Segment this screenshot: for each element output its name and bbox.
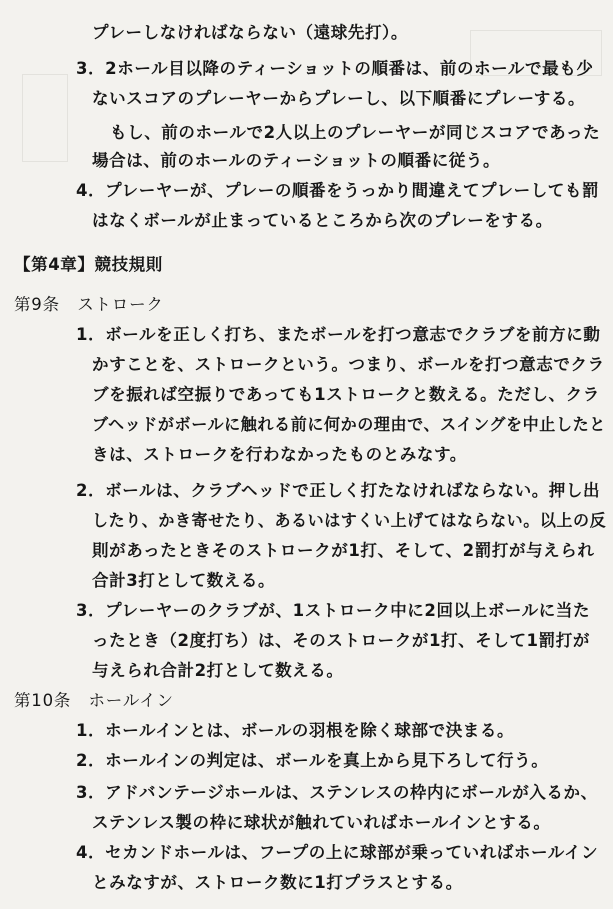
rule-item-1: 1．ホールインとは、ボールの羽根を除く球部で決まる。 <box>76 721 515 740</box>
text-line: きは、ストロークを行わなかったものとみなす。 <box>92 445 467 464</box>
text-line: 合計3打として数える。 <box>92 571 276 590</box>
text-line: 与えられ合計2打として数える。 <box>92 661 344 680</box>
text-line: ブを振れば空振りであっても1ストロークと数える。ただし、クラ <box>92 385 600 404</box>
text-line: もし、前のホールで2人以上のプレーヤーが同じスコアであった <box>110 123 601 142</box>
bleed-through-box <box>22 74 68 162</box>
text-line: はなくボールが止まっているところから次のプレーをする。 <box>92 211 553 230</box>
article-10-heading: 第10条 ホールイン <box>14 691 174 710</box>
text-line: プレーしなければならない（遠球先打）。 <box>92 23 408 42</box>
text-line: ステンレス製の枠に球状が触れていればホールインとする。 <box>92 813 551 832</box>
text-line: かすことを、ストロークという。つまり、ボールを打つ意志でクラ <box>92 355 605 374</box>
text-line: ったとき（2度打ち）は、そのストロークが1打、そして1罰打が <box>92 631 590 650</box>
rule-item-3: 3．アドバンテージホールは、ステンレスの枠内にボールが入るか、 <box>76 783 598 802</box>
text-line: 場合は、前のホールのティーショットの順番に従う。 <box>92 151 501 170</box>
rule-item-4: 4．プレーヤーが、プレーの順番をうっかり間違えてプレーしても罰 <box>76 181 600 200</box>
rule-item-3: 3．2ホール目以降のティーショットの順番は、前のホールで最も少 <box>76 59 594 78</box>
article-9-heading: 第9条 ストローク <box>14 295 164 314</box>
text-line: ブヘッドがボールに触れる前に何かの理由で、スイングを中止したと <box>92 415 606 434</box>
text-line: とみなすが、ストローク数に1打プラスとする。 <box>92 873 463 892</box>
text-line: 則があったときそのストロークが1打、そして、2罰打が与えられ <box>92 541 595 560</box>
rule-item-4: 4．セカンドホールは、フープの上に球部が乗っていればホールイン <box>76 843 599 862</box>
text-line: したり、かき寄せたり、あるいはすくい上げてはならない。以上の反 <box>92 511 607 530</box>
chapter-heading: 【第4章】競技規則 <box>14 255 163 274</box>
text-line: ないスコアのプレーヤーからプレーし、以下順番にプレーする。 <box>92 89 586 108</box>
rule-item-3: 3．プレーヤーのクラブが、1ストローク中に2回以上ボールに当た <box>76 601 591 620</box>
rule-item-1: 1．ボールを正しく打ち、またボールを打つ意志でクラブを前方に動 <box>76 325 601 344</box>
rule-item-2: 2．ボールは、クラブヘッドで正しく打たなければならない。押し出 <box>76 481 601 500</box>
rule-item-2: 2．ホールインの判定は、ボールを真上から見下ろして行う。 <box>76 751 549 770</box>
